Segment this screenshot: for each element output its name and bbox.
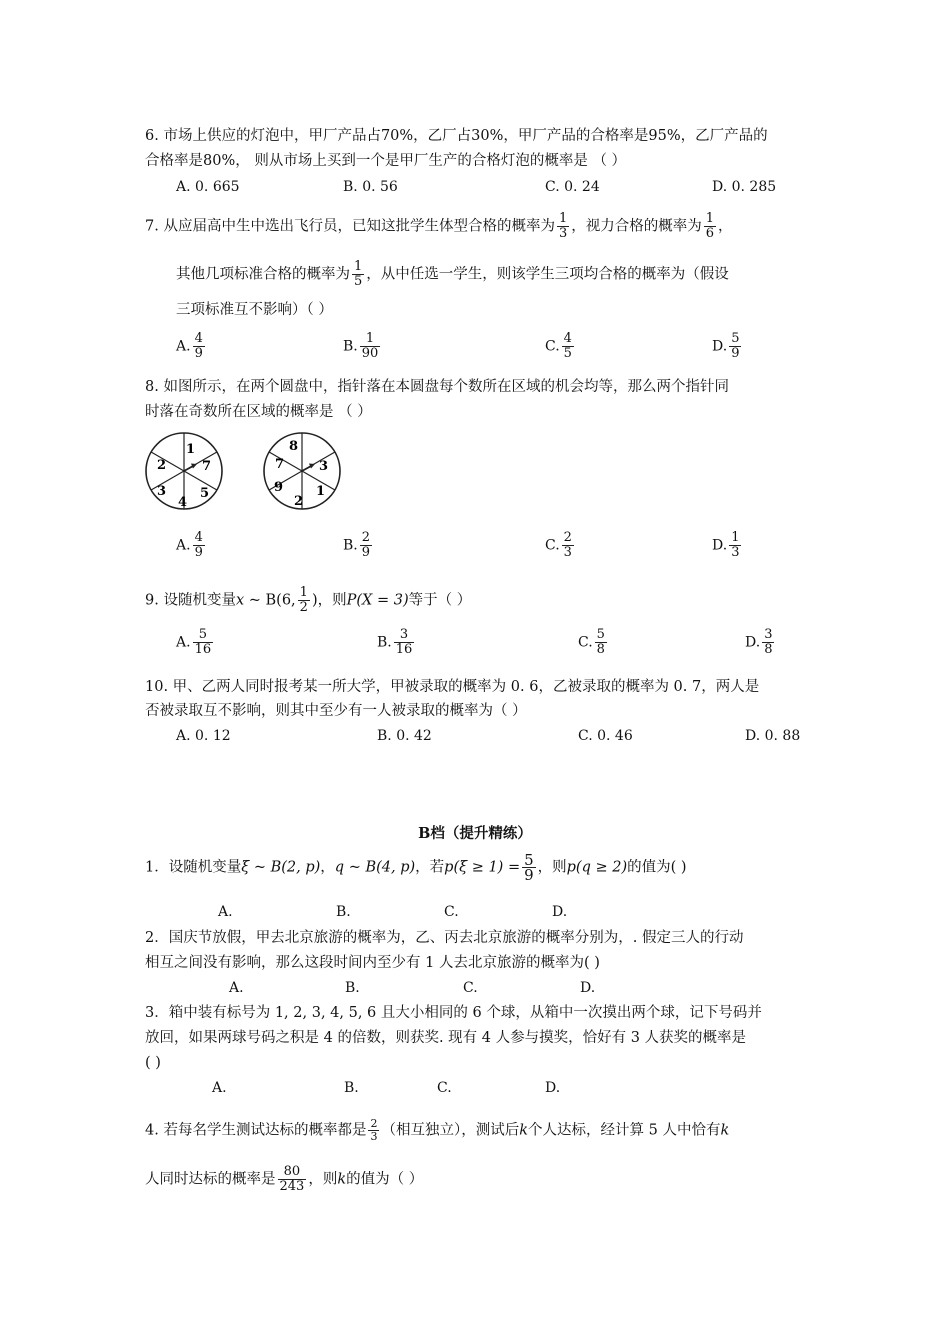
q7-fraction-3 [352, 260, 364, 289]
q9-fraction [298, 586, 310, 615]
b1-dist-2: q ~ B(4, p) [334, 859, 416, 876]
fraction-denominator: 16 [194, 642, 212, 657]
b2-line2: 相互之间没有影响，那么这段时间内至少有 1 人去北京旅游的概率为( ) [145, 955, 600, 971]
option-label: C. [545, 537, 560, 554]
fraction-numerator: 1 [354, 259, 363, 274]
fraction-numerator: 5 [596, 627, 605, 642]
b1-option-d: D. [552, 904, 568, 920]
b2-option-c: C. [463, 980, 478, 996]
b1-option-b: B. [336, 904, 351, 920]
b2-line1: 2．国庆节放假，甲去北京旅游的概率为，乙、丙去北京旅游的概率分别为，. 假定三人的行动 [145, 930, 744, 946]
q7-line3: 三项标准互不影响）（ ） [176, 302, 333, 318]
option-fraction [193, 332, 205, 361]
q9-variable: x [235, 592, 245, 609]
option-fraction [562, 332, 574, 361]
q9-suffix: 等于（ ） [408, 592, 472, 609]
q6-option-b: B. 0. 56 [343, 179, 398, 195]
b4-line2 [145, 1165, 423, 1194]
q10-line1: 10. 甲、乙两人同时报考某一所大学，甲被录取的概率为 0. 6，乙被录取的概率为 0. 7，两人是 [145, 679, 760, 695]
q9-mid: ，则 [317, 592, 347, 609]
q7-text-e: ，从中任选一学生，则该学生三项均合格的概率为（假设 [366, 266, 729, 283]
b1-option-c: C. [444, 904, 459, 920]
option-fraction [193, 531, 205, 560]
fraction-numerator: 4 [194, 331, 203, 346]
option-label: D. [712, 537, 728, 554]
spinner-right [264, 433, 340, 509]
fraction-numerator: 80 [278, 1165, 307, 1180]
spinner-right-sector-label: 9 [274, 480, 284, 495]
fraction-numerator: 5 [731, 331, 740, 346]
q7-line2 [176, 260, 729, 289]
fraction-numerator: 2 [563, 530, 572, 545]
b1-option-a: A. [218, 904, 233, 920]
b4-line1 [145, 1118, 729, 1143]
q8-option-d [712, 531, 743, 560]
q6-option-a: A. 0. 665 [176, 179, 240, 195]
b3-option-c: C. [437, 1080, 452, 1096]
fraction-denominator: 8 [764, 642, 773, 657]
q10-option-a: A. 0. 12 [176, 728, 231, 744]
b4-text-f: 的值为（ ） [346, 1171, 424, 1188]
b2-option-a: A. [229, 980, 244, 996]
q9-distribution-b: ) [311, 592, 318, 609]
fraction-denominator: 3 [731, 545, 740, 560]
q6-option-d: D. 0. 285 [712, 179, 777, 195]
fraction-numerator: 4 [563, 331, 572, 346]
fraction-denominator: 16 [395, 642, 413, 657]
spinner-left-sector-label: 7 [202, 459, 212, 474]
q8-line2: 时落在奇数所在区域的概率是 （ ） [145, 404, 372, 420]
b4-text-b: （相互独立），测试后 [381, 1122, 520, 1139]
b1-condition: p(ξ ≥ 1) = [444, 859, 521, 876]
q8-option-b [343, 531, 374, 560]
q9-probability: P(X = 3) [346, 592, 409, 609]
b1-mid2: ，则 [537, 859, 567, 876]
q10-line2: 否被录取互不影响，则其中至少有一人被录取的概率为（ ） [145, 703, 527, 719]
b1-dist-1: ξ ~ B(2, p) [241, 859, 321, 876]
fraction-numerator: 5 [524, 851, 534, 869]
q7-line1 [145, 212, 733, 241]
q8-option-c [545, 531, 576, 560]
b4-text-c: 个人达标，经计算 5 人中恰有 [528, 1122, 721, 1139]
b3-option-b: B. [344, 1080, 359, 1096]
q7-option-a [176, 332, 207, 361]
q8-option-a [176, 531, 207, 560]
b4-k: k [337, 1171, 347, 1188]
spinner-diagram [140, 426, 370, 516]
spinner-left [146, 433, 222, 510]
q10-option-c: C. 0. 46 [578, 728, 633, 744]
fraction-denominator: 3 [563, 545, 572, 560]
spinner-left-sector-label: 3 [157, 484, 167, 499]
q10-option-d: D. 0. 88 [745, 728, 801, 744]
fraction-numerator: 3 [764, 627, 773, 642]
fraction-numerator: 1 [558, 211, 568, 226]
option-label: B. [343, 537, 358, 554]
q9-prefix: 9. 设随机变量 [145, 592, 236, 609]
fraction-denominator: 9 [524, 866, 534, 884]
q7-fraction-2 [704, 212, 716, 241]
option-label: D. [712, 338, 728, 355]
spinner-right-sector-label: 1 [316, 484, 326, 499]
fraction-denominator: 243 [279, 1179, 305, 1194]
q7-text-d: 其他几项标准合格的概率为 [176, 266, 350, 283]
spinner-right-sector-label: 3 [319, 459, 329, 474]
fraction-denominator: 9 [194, 346, 203, 361]
q7-option-c [545, 332, 576, 361]
q9-option-a [176, 628, 215, 657]
option-fraction [595, 628, 607, 657]
q7-fraction-1 [557, 212, 569, 241]
fraction-denominator: 9 [731, 346, 740, 361]
option-fraction [360, 531, 372, 560]
fraction-denominator: 8 [596, 642, 605, 657]
b3-option-d: D. [545, 1080, 561, 1096]
q9-option-c [578, 628, 609, 657]
fraction-denominator: 90 [361, 346, 379, 361]
q7-option-b [343, 332, 382, 361]
fraction-numerator: 4 [194, 530, 203, 545]
option-label: C. [545, 338, 560, 355]
fraction-denominator: 3 [370, 1130, 378, 1143]
q7-text-c: ， [718, 218, 733, 235]
option-fraction [729, 531, 741, 560]
fraction-denominator: 6 [705, 226, 715, 241]
q9-option-b [377, 628, 416, 657]
b1-fraction [522, 853, 536, 882]
fraction-numerator: 1 [299, 585, 308, 600]
b3-line2: 放回，如果两球号码之积是 4 的倍数，则获奖. 现有 4 人参与摸奖，恰好有 3 人获奖的概率是 [145, 1030, 747, 1046]
b1-suffix: 的值为( ) [627, 859, 687, 876]
q9-line [145, 586, 471, 615]
fraction-numerator: 1 [705, 211, 715, 226]
fraction-denominator: 9 [194, 545, 203, 560]
b4-text-d: 人同时达标的概率是 [145, 1171, 276, 1188]
b4-fraction-1 [368, 1118, 379, 1143]
fraction-numerator: 3 [394, 628, 415, 643]
option-fraction [562, 531, 574, 560]
q7-text-b: ，视力合格的概率为 [571, 218, 702, 235]
q6-line1: 6. 市场上供应的灯泡中，甲厂产品占70%，乙厂占30%，甲厂产品的合格率是95%，乙厂产品的 [145, 128, 768, 144]
fraction-denominator: 2 [299, 600, 308, 615]
option-label: B. [343, 338, 358, 355]
b1-prefix: 1．设随机变量 [145, 859, 242, 876]
spinner-left-sector-label: 1 [186, 442, 196, 457]
q7-option-d [712, 332, 743, 361]
spinner-left-sector-label: 4 [178, 495, 188, 510]
option-fraction [193, 628, 214, 657]
option-label: D. [745, 634, 761, 651]
b4-fraction-2 [278, 1165, 307, 1194]
b4-k: k [720, 1122, 730, 1139]
option-label: B. [377, 634, 392, 651]
fraction-denominator: 5 [354, 274, 363, 289]
b4-k: k [519, 1122, 528, 1139]
b1-line [145, 853, 687, 882]
option-label: A. [176, 634, 191, 651]
b4-text-e: ，则 [308, 1171, 338, 1188]
spinner-right-sector-label: 8 [289, 439, 299, 454]
fraction-numerator: 5 [193, 628, 214, 643]
b2-option-b: B. [345, 980, 360, 996]
b3-option-a: A. [212, 1080, 227, 1096]
q6-option-c: C. 0. 24 [545, 179, 600, 195]
fraction-numerator: 1 [360, 332, 381, 347]
option-fraction [394, 628, 415, 657]
q7-text-a: 7. 从应届高中生中选出飞行员，已知这批学生体型合格的概率为 [145, 218, 555, 235]
spinner-right-sector-label: 2 [294, 494, 304, 509]
q8-line1: 8. 如图所示，在两个圆盘中，指针落在本圆盘每个数所在区域的机会均等，那么两个指针同 [145, 379, 729, 395]
fraction-numerator: 2 [361, 530, 371, 545]
fraction-numerator: 1 [731, 530, 740, 545]
option-fraction [360, 332, 381, 361]
b2-option-d: D. [580, 980, 596, 996]
option-fraction [762, 628, 774, 657]
b1-ask: p(q ≥ 2) [566, 859, 628, 876]
fraction-denominator: 5 [563, 346, 572, 361]
q6-line2: 合格率是80%， 则从市场上买到一个是甲厂生产的合格灯泡的概率是 （ ） [145, 153, 627, 169]
q10-option-b: B. 0. 42 [377, 728, 432, 744]
fraction-denominator: 9 [361, 545, 371, 560]
b1-mid: ，若 [415, 859, 445, 876]
option-label: A. [176, 537, 191, 554]
section-b-title: B档（提升精练） [418, 825, 532, 842]
b1-sep: ， [320, 859, 335, 876]
b3-line1: 3．箱中装有标号为 1, 2, 3, 4, 5, 6 且大小相同的 6 个球，从箱中一次摸出两个球，记下号码并 [145, 1005, 762, 1021]
q9-distribution-a: ~ B(6, [244, 592, 296, 609]
b4-text-a: 4. 若每名学生测试达标的概率都是 [145, 1122, 367, 1139]
spinner-right-sector-label: 7 [275, 457, 285, 472]
spinner-left-sector-label: 2 [157, 458, 167, 473]
option-fraction [729, 332, 741, 361]
spinner-left-sector-label: 5 [200, 486, 210, 501]
fraction-denominator: 3 [558, 226, 568, 241]
option-label: C. [578, 634, 593, 651]
option-label: A. [176, 338, 191, 355]
q9-option-d [745, 628, 776, 657]
fraction-numerator: 2 [370, 1117, 378, 1130]
b3-line3: ( ) [145, 1055, 161, 1071]
